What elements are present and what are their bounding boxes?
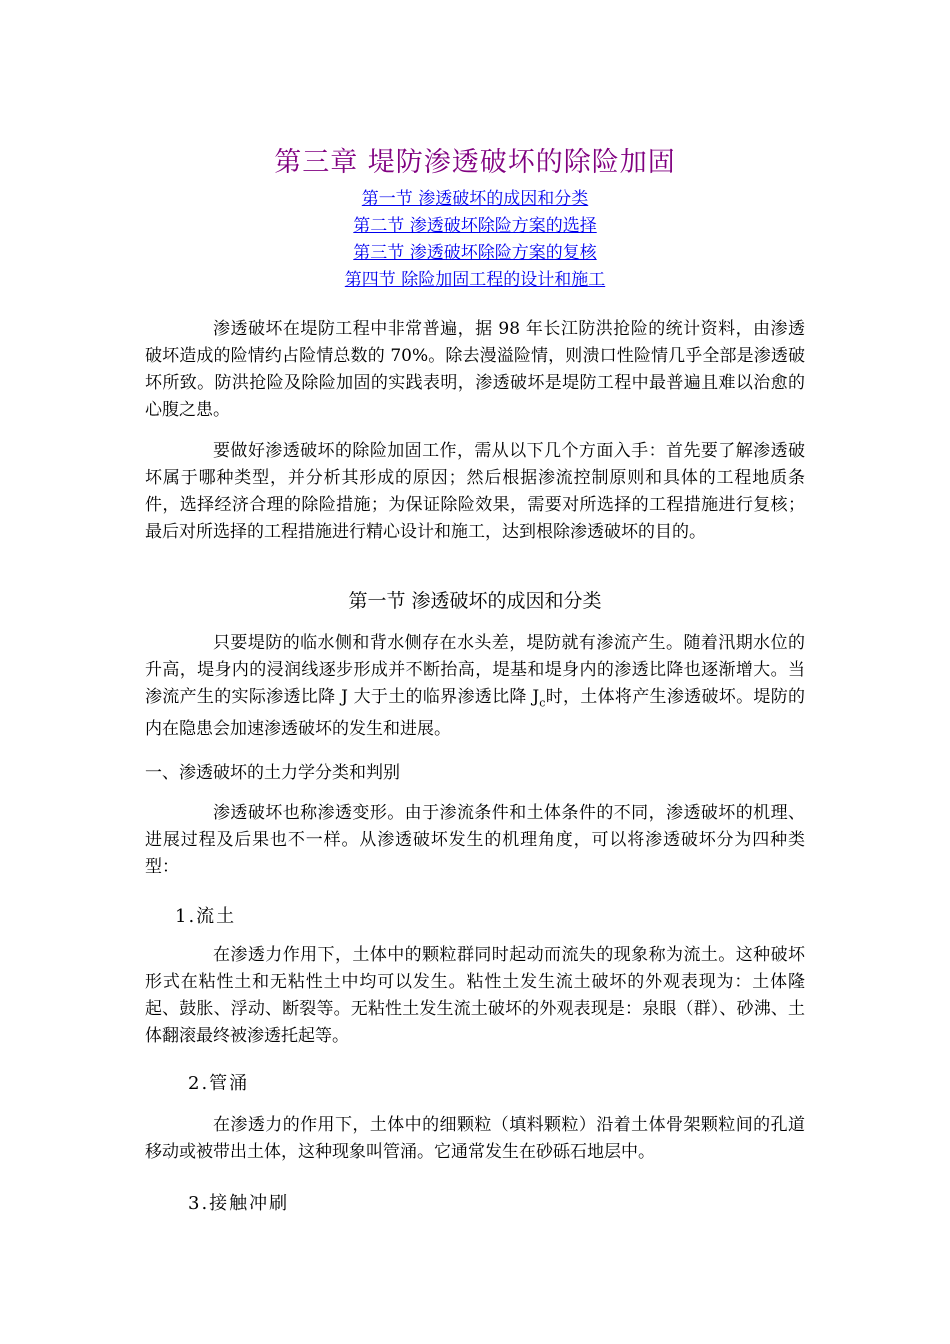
type-1-heading: 1.流土 [175,906,237,927]
toc-link-section-4[interactable]: 第四节 除险加固工程的设计和施工 [344,270,606,290]
section-1-paragraph [145,630,805,743]
section-1-paragraph-part-b: 时，土体将产生渗透破坏。堤防的内在隐患会加速渗透破坏的发生和进展。 [145,687,805,740]
section-1-heading: 第一节 渗透破坏的成因和分类 [348,590,602,612]
chapter-title: 第三章 堤防渗透破坏的除险加固 [274,147,676,178]
type-2-paragraph: 在渗透力的作用下，土体中的细颗粒（填料颗粒）沿着土体骨架颗粒间的孔道移动或被带出土体，这种现象叫管涌。它通常发生在砂砾石地层中。 [145,1115,805,1162]
type-1-paragraph: 在渗透力作用下，土体中的颗粒群同时起动而流失的现象称为流土。这种破坏形式在粘性土和无粘性土中均可以发生。粘性土发生流土破坏的外观表现为：土体隆起、鼓胀、浮动、断裂等。无粘性土发生流土破坏的外观表现是：泉眼（群）、砂沸、土体翻滚最终被渗透托起等。 [145,945,805,1046]
intro-paragraph-2: 要做好渗透破坏的除险加固工作，需从以下几个方面入手：首先要了解渗透破坏属于哪种类型，并分析其形成的原因；然后根据渗流控制原则和具体的工程地质条件，选择经济合理的除险措施；为保证除险效果，需要对所选择的工程措施进行复核；最后对所选择的工程措施进行精心设计和施工，达到根除渗透破坏的目的。 [145,441,805,542]
type-2-heading: 2.管涌 [188,1073,250,1094]
toc-link-section-1[interactable]: 第一节 渗透破坏的成因和分类 [361,189,589,209]
classification-paragraph: 渗透破坏也称渗透变形。由于渗流条件和土体条件的不同，渗透破坏的机理、进展过程及后果也不一样。从渗透破坏发生的机理角度，可以将渗透破坏分为四种类型： [145,803,805,877]
intro-paragraph-1: 渗透破坏在堤防工程中非常普遍，据 98 年长江防洪抢险的统计资料，由渗透破坏造成的险情约占险情总数的 70%。除去漫溢险情，则溃口性险情几乎全部是渗透破坏所致。防洪抢险及除险加固的实践表明，渗透破坏是堤防工程中最普遍且难以治愈的心腹之患。 [145,319,805,420]
section-1-paragraph-part-a: 只要堤防的临水侧和背水侧存在水头差，堤防就有渗流产生。随着汛期水位的升高，堤身内的浸润线逐步形成并不断抬高，堤基和堤身内的渗透比降也逐渐增大。当渗流产生的实际渗透比降 J 大于土的临界渗透比降 J [145,633,805,707]
subsection-heading: 一、渗透破坏的土力学分类和判别 [145,763,400,783]
subscript-c: c [539,696,546,710]
toc-link-section-2[interactable]: 第二节 渗透破坏除险方案的选择 [353,216,597,236]
table-of-contents [0,186,950,294]
toc-link-section-3[interactable]: 第三节 渗透破坏除险方案的复核 [353,243,597,263]
type-3-heading: 3.接触冲刷 [188,1193,290,1214]
